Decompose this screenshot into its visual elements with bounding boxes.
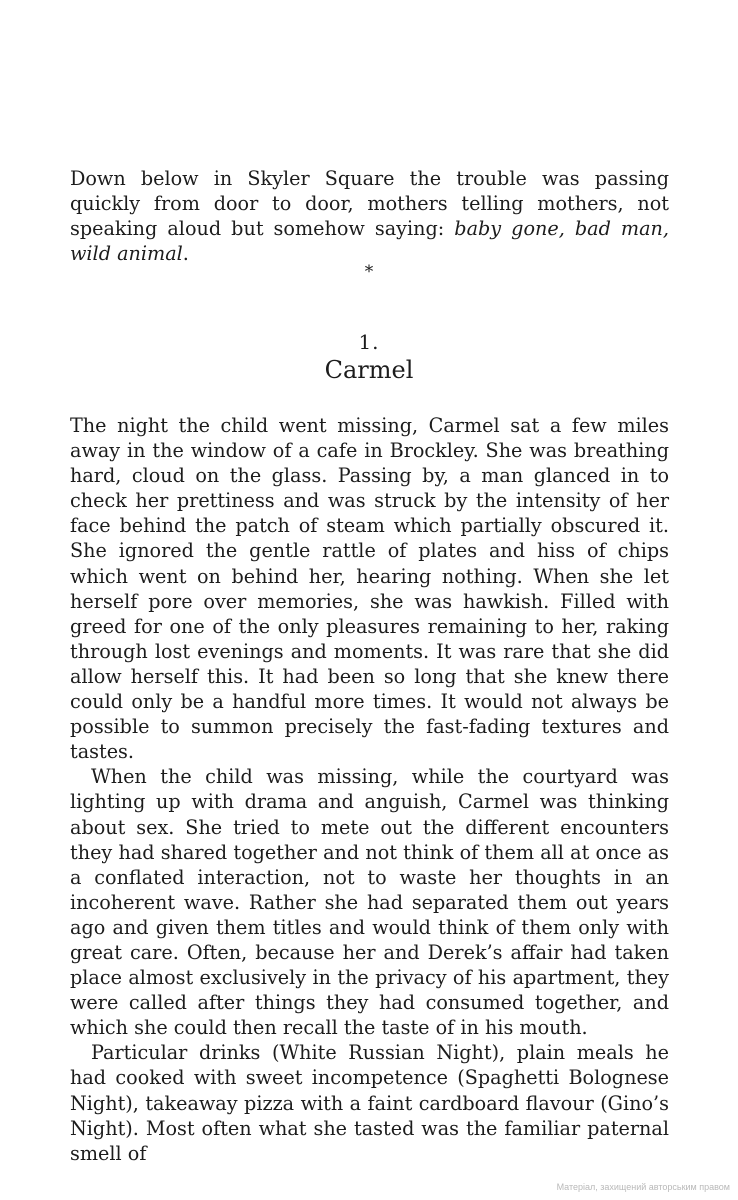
intro-paragraph	[70, 166, 669, 266]
body-paragraph: When the child was missing, while the courtyard was lighting up with drama and anguish, Carmel was thinking about sex. She tried to mete out the different encounters they had shared together and not think of them all at once as a conflated interaction, not to waste her thoughts in an incoherent wave. Rather she had separated them out years ago and given them titles and would think of them only with great care. Often, because her and Derek’s affair had taken place almost exclusively in the privacy of his apartment, they were called after things they had consumed together, and which she could then recall the taste of in his mouth.	[70, 765, 669, 1040]
intro-italic-phrase: baby gone, bad man, wild animal	[70, 217, 669, 266]
copyright-watermark: Матеріал, захищений авторським правом	[556, 1182, 730, 1192]
section-separator: *	[364, 262, 374, 282]
chapter-body	[70, 413, 669, 1166]
chapter-number: 1.	[358, 330, 380, 354]
body-paragraph: The night the child went missing, Carmel sat a few miles away in the window of a cafe in Brockley. She was breathing hard, cloud on the glass. Passing by, a man glanced in to check her prettiness and was struck by the intensity of her face behind the patch of steam which partially obscured it. She ignored the gentle rattle of plates and hiss of chips which went on behind her, hearing nothing. When she let herself pore over memories, she was hawkish. Filled with greed for one of the only pleasures remaining to her, raking through lost evenings and moments. It was rare that she did allow herself this. It had been so long that she knew there could only be a handful more times. It would not always be possible to summon precisely the fast-fading textures and tastes.	[70, 414, 669, 764]
chapter-title: Carmel	[324, 356, 414, 384]
body-paragraph: Particular drinks (White Russian Night), plain meals he had cooked with sweet incompetence (Spaghetti Bolognese Night), takeaway pizza with a faint cardboard flavour (Gino’s Night). Most often what she tasted was the familiar paternal smell of	[70, 1041, 669, 1165]
intro-text-end: .	[182, 242, 189, 266]
intro-text: Down below in Skyler Square the trouble was passing quickly from door to door, mothers telling mothers, not speaking aloud but somehow saying:	[70, 167, 669, 241]
